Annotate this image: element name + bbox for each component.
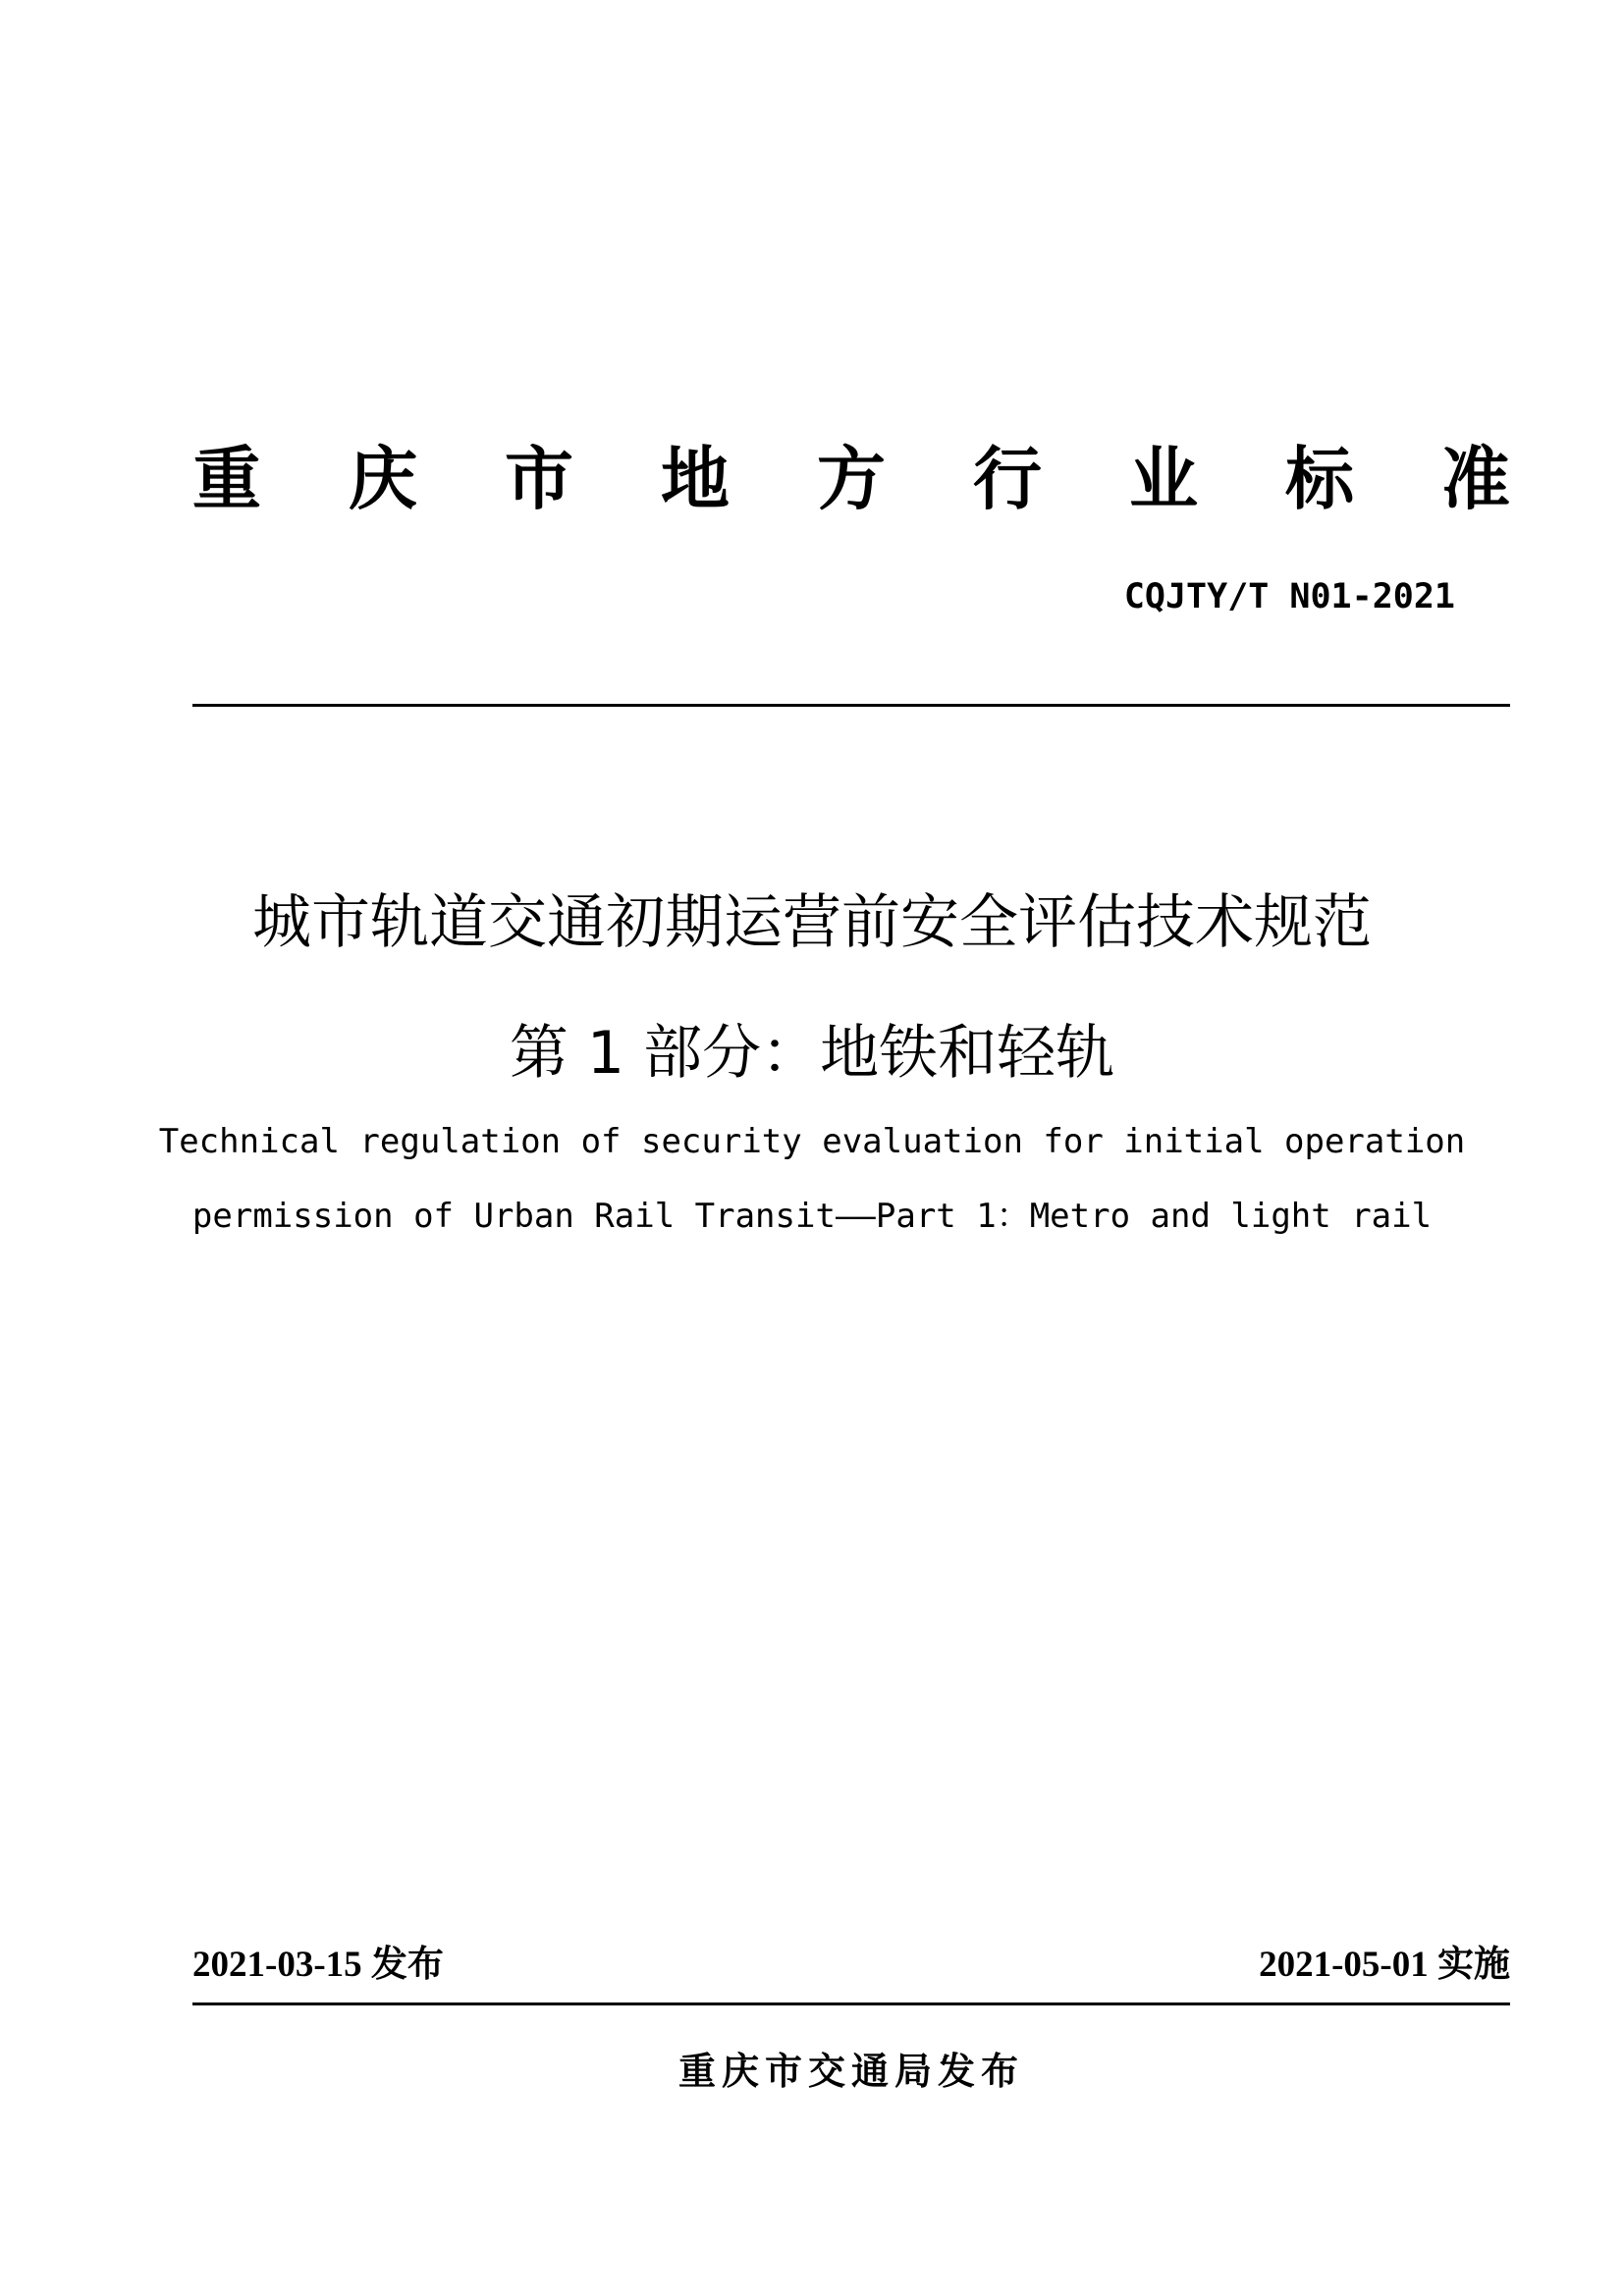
- standard-type-char: 庆: [349, 439, 417, 519]
- issuer: 重庆市交通局发布: [677, 2050, 1024, 2093]
- standard-code: CQJTY/T N01-2021: [1123, 577, 1455, 616]
- standard-type-char: 准: [1441, 439, 1510, 519]
- standard-type-char: 市: [505, 439, 573, 519]
- standard-type-char: 行: [973, 439, 1042, 519]
- standard-type-char: 业: [1129, 439, 1198, 519]
- standard-type-char: 标: [1285, 439, 1354, 519]
- standard-type-char: 方: [817, 439, 886, 519]
- implement-date: 2021-05-01 实施: [1259, 1945, 1510, 1985]
- publish-date: 2021-03-15 发布: [192, 1945, 444, 1985]
- english-title-line-1: Technical regulation of security evaluation for initial operation: [158, 1122, 1466, 1161]
- document-title: 城市轨道交通初期运营前安全评估技术规范: [252, 888, 1372, 957]
- document-part-title: 第 1 部分：地铁和轻轨: [509, 1019, 1115, 1088]
- top-divider: [192, 704, 1510, 707]
- standard-type-char: 地: [661, 439, 730, 519]
- english-title-line-2: permission of Urban Rail Transit——Part 1：Metro and light rail: [191, 1197, 1433, 1236]
- standard-type-title: [192, 430, 1510, 528]
- standard-type-char: 重: [192, 439, 261, 519]
- bottom-divider: [192, 2002, 1510, 2005]
